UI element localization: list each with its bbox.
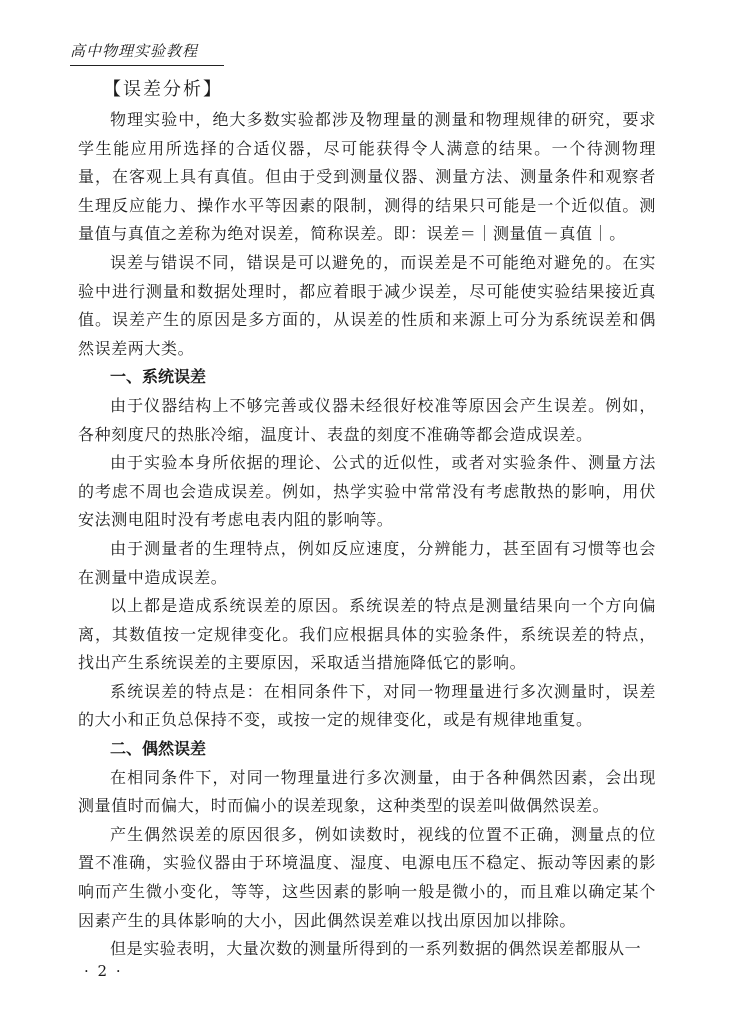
- section-title: 【误差分析】: [103, 79, 223, 100]
- paragraph-9: 产生偶然误差的原因很多，例如读数时，视线的位置不正确，测量点的位置不准确，实验仪器由于环境温度、湿度、电源电压不稳定、振动等因素的影响而产生微小变化，等等，这些因素的影响一般是微小的，而且难以确定某个因素产生的具体影响的大小，因此偶然误差难以找出原因加以排除。: [78, 824, 656, 930]
- page-content: [78, 76, 656, 964]
- paragraph-1: 物理实验中，绝大多数实验都涉及物理量的测量和物理规律的研究，要求学生能应用所选择的合适仪器，尽可能获得令人满意的结果。一个待测物理量，在客观上具有真值。但由于受到测量仪器、测量方法、测量条件和观察者生理反应能力、操作水平等因素的限制，测得的结果只可能是一个近似值。测量值与真值之差称为绝对误差，简称误差。即：误差＝｜测量值－真值｜。: [78, 110, 656, 244]
- paragraph-5: 由于测量者的生理特点，例如反应速度，分辨能力，甚至固有习惯等也会在测量中造成误差。: [78, 538, 656, 587]
- paragraph-6: 以上都是造成系统误差的原因。系统误差的特点是测量结果向一个方向偏离，其数值按一定规律变化。我们应根据具体的实验条件，系统误差的特点，找出产生系统误差的主要原因，采取适当措施降低它的影响。: [78, 596, 656, 673]
- page-number: · 2 ·: [84, 962, 123, 980]
- running-header: 高中物理实验教程: [70, 40, 224, 66]
- paragraph-7: 系统误差的特点是：在相同条件下，对同一物理量进行多次测量时，误差的大小和正负总保持不变，或按一定的规律变化，或是有规律地重复。: [78, 681, 656, 730]
- paragraph-8: 在相同条件下，对同一物理量进行多次测量，由于各种偶然因素，会出现测量值时而偏大，时而偏小的误差现象，这种类型的误差叫做偶然误差。: [78, 767, 656, 816]
- subheading-systematic-error: 一、系统误差: [110, 367, 207, 387]
- paragraph-2: 误差与错误不同，错误是可以避免的，而误差是不可能绝对避免的。在实验中进行测量和数据处理时，都应着眼于减少误差，尽可能使实验结果接近真值。误差产生的原因是多方面的，从误差的性质和来源上可分为系统误差和偶然误差两大类。: [78, 252, 656, 358]
- subheading-random-error: 二、偶然误差: [110, 739, 207, 759]
- paragraph-10: 但是实验表明，大量次数的测量所得到的一系列数据的偶然误差都服从一: [110, 939, 642, 959]
- paragraph-4: 由于实验本身所依据的理论、公式的近似性，或者对实验条件、测量方法的考虑不周也会造成误差。例如，热学实验中常常没有考虑散热的影响，用伏安法测电阻时没有考虑电表内阻的影响等。: [78, 453, 656, 530]
- paragraph-3: 由于仪器结构上不够完善或仪器未经很好校准等原因会产生误差。例如，各种刻度尺的热胀冷缩，温度计、表盘的刻度不准确等都会造成误差。: [78, 395, 656, 444]
